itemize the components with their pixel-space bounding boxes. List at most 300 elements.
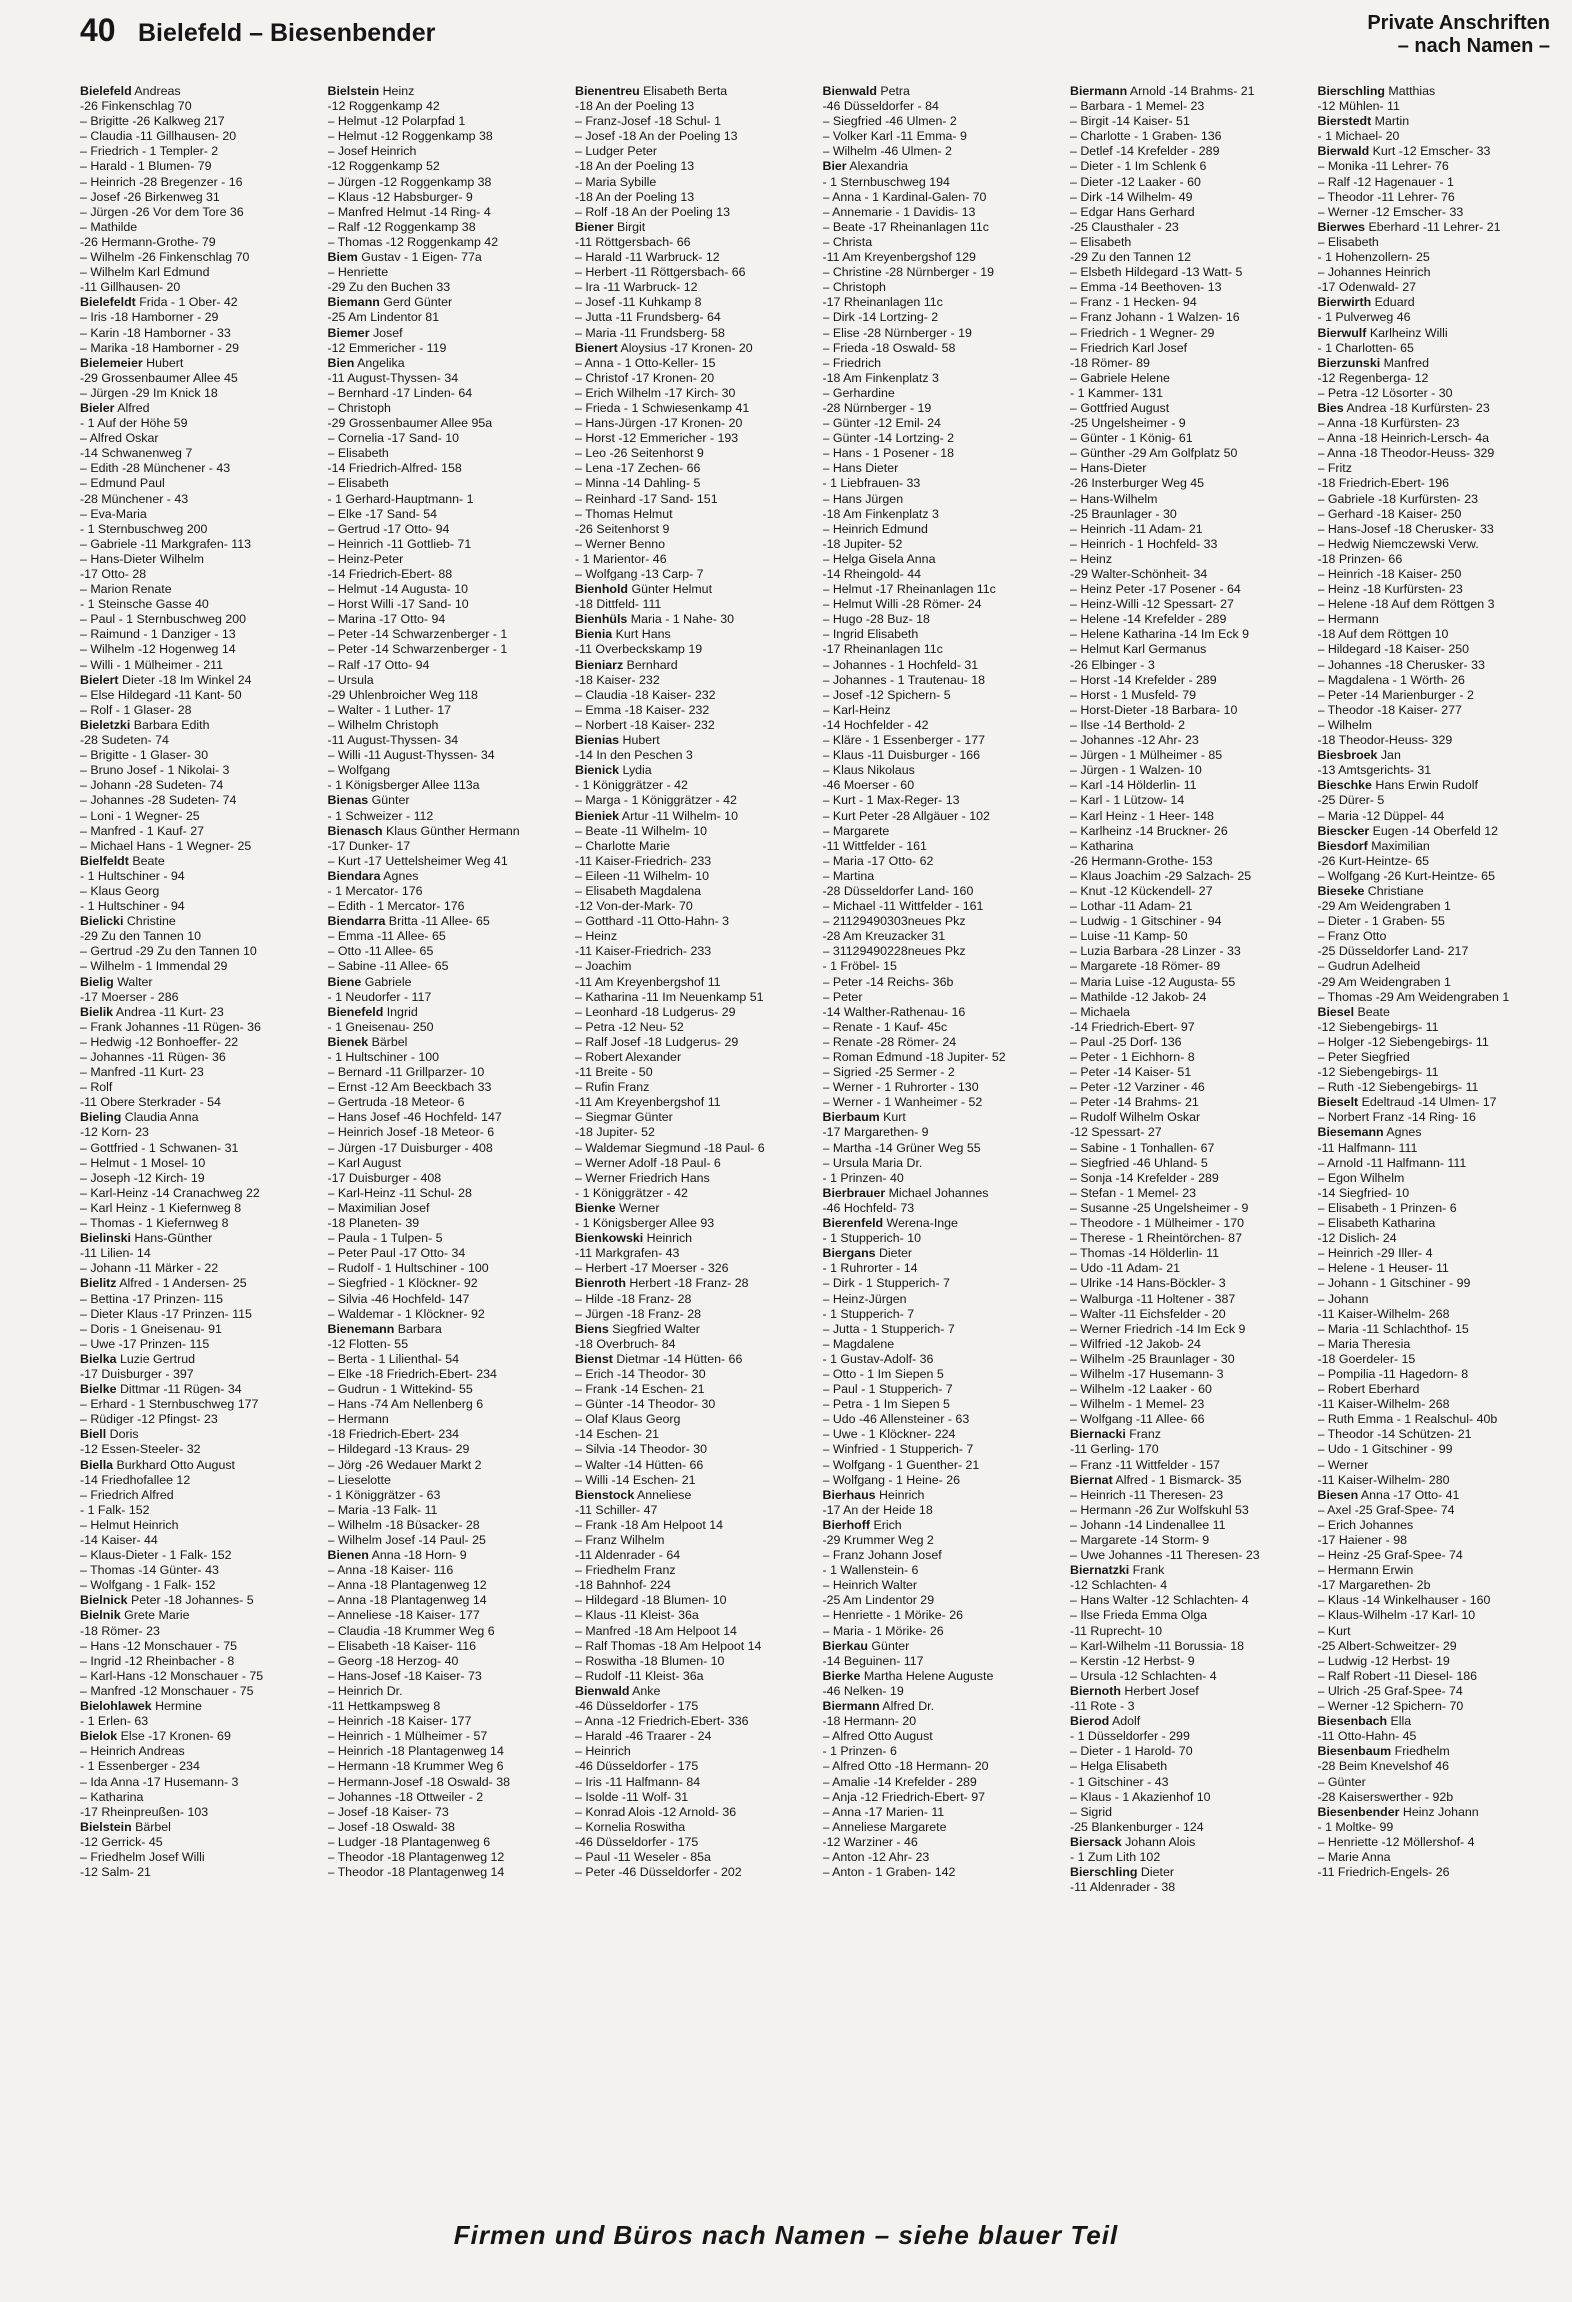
entry-text: – Anton - 1 Graben- 142 <box>822 1865 956 1880</box>
directory-entry <box>80 431 313 446</box>
entry-text: -11 Kaiser-Wilhelm- 268 <box>1317 1306 1450 1321</box>
directory-entry <box>80 1488 313 1503</box>
entry-text: – Herbert -17 Moerser - 326 <box>575 1261 729 1276</box>
directory-entry <box>1318 431 1551 446</box>
directory-entry <box>328 1488 561 1503</box>
entry-text: – Heinz <box>575 929 618 944</box>
directory-entry <box>80 1261 313 1276</box>
directory-entry <box>1318 401 1551 416</box>
entry-text: – Ralf Robert -11 Diesel- 186 <box>1317 1668 1478 1683</box>
directory-entry <box>575 1337 808 1352</box>
directory-entry <box>328 492 561 507</box>
surname: Bierschling <box>1317 84 1385 98</box>
entry-text: Martha Helene Auguste <box>860 1668 994 1683</box>
directory-entry <box>1070 1684 1303 1699</box>
directory-entry <box>575 718 808 733</box>
entry-text: Klaus Günther Hermann <box>382 823 520 838</box>
entry-text: – Katharina -11 Im Neuenkamp 51 <box>575 989 764 1004</box>
entry-text: -17 Margarethen- 9 <box>822 1125 929 1140</box>
entry-text: -14 Rheingold- 44 <box>822 567 922 581</box>
entry-text: -11 Friedrich-Engels- 26 <box>1317 1865 1450 1880</box>
surname: Bierhoff <box>822 1517 870 1532</box>
directory-entry <box>328 658 561 673</box>
directory-entry <box>80 265 313 280</box>
entry-text: Anna -17 Otto- 41 <box>1358 1487 1460 1502</box>
directory-entry <box>328 1593 561 1608</box>
entry-text: – Pompilia -11 Hagedorn- 8 <box>1317 1366 1469 1381</box>
surname: Bierhaus <box>822 1487 876 1502</box>
entry-text: – Ruth Emma - 1 Realschul- 40b <box>1317 1412 1498 1427</box>
directory-entry <box>1318 461 1551 476</box>
directory-entry <box>328 1427 561 1442</box>
entry-text: – Anja -12 Friedrich-Ebert- 97 <box>822 1789 986 1804</box>
entry-text: – Johannes -18 Cherusker- 33 <box>1317 657 1485 672</box>
entry-text: – Theodor -11 Lehrer- 76 <box>1317 189 1455 204</box>
directory-entry <box>1070 884 1303 899</box>
entry-text: – Helene - 1 Heuser- 11 <box>1317 1261 1449 1276</box>
directory-entry <box>80 492 313 507</box>
entry-text: Petra <box>876 84 910 98</box>
surname: Bielstein <box>80 1819 132 1834</box>
entry-text: -17 Haiener - 98 <box>1317 1533 1408 1547</box>
directory-entry <box>1070 1216 1303 1231</box>
entry-text: – Herbert -11 Röttgersbach- 66 <box>575 265 746 280</box>
directory-entry <box>1318 748 1551 763</box>
directory-entry <box>328 1608 561 1623</box>
directory-entry <box>328 1790 561 1805</box>
entry-text: – Lieselotte <box>327 1472 391 1487</box>
entry-text: -46 Düsseldorfer - 175 <box>575 1759 699 1774</box>
surname: Biemann <box>327 295 380 310</box>
entry-text: – Paul -11 Weseler - 85a <box>575 1849 711 1864</box>
entry-text: -18 Prinzen- 66 <box>1317 551 1403 566</box>
directory-entry <box>823 431 1056 446</box>
directory-entry <box>575 1518 808 1533</box>
directory-column <box>823 84 1056 2204</box>
entry-text: – Werner - 1 Ruhrorter - 130 <box>822 1080 979 1095</box>
surname: Bielok <box>80 1729 118 1744</box>
entry-text: - 1 Gneisenau- 250 <box>327 1019 434 1034</box>
entry-text: – Klaus-Dieter - 1 Falk- 152 <box>80 1548 232 1563</box>
directory-entry <box>1318 295 1551 310</box>
entry-text: -14 In den Peschen 3 <box>575 748 693 763</box>
directory-entry <box>1318 1246 1551 1261</box>
directory-entry <box>328 446 561 461</box>
entry-text: – Hans-Dieter Wilhelm <box>80 551 204 566</box>
entry-text: – Edith -28 Münchener - 43 <box>80 461 231 476</box>
entry-text: Edeltraud -14 Ulmen- 17 <box>1358 1095 1497 1110</box>
directory-entry <box>80 522 313 537</box>
entry-text: Frida - 1 Ober- 42 <box>135 295 238 310</box>
directory-entry <box>1318 537 1551 552</box>
entry-text: -12 Schlachten- 4 <box>1070 1578 1168 1593</box>
entry-text: – Ruth -12 Siebengebirgs- 11 <box>1317 1080 1479 1095</box>
directory-entry <box>1318 1171 1551 1186</box>
directory-entry <box>823 1382 1056 1397</box>
surname: Bienwald <box>822 84 877 98</box>
directory-entry <box>823 265 1056 280</box>
directory-entry <box>328 461 561 476</box>
directory-entry <box>328 839 561 854</box>
entry-text: -11 Am Kreyenbergshof 11 <box>575 974 721 989</box>
entry-text: – Friedhelm Franz <box>575 1563 676 1578</box>
entry-text: Heinz Johann <box>1399 1804 1479 1819</box>
directory-entry <box>1318 1035 1551 1050</box>
entry-text: -14 Beguinen- 117 <box>822 1653 924 1668</box>
directory-entry <box>1318 839 1551 854</box>
entry-text: – Franz - 1 Hecken- 94 <box>1070 295 1197 310</box>
directory-entry <box>328 1624 561 1639</box>
surname: Bienefeld <box>327 1004 384 1019</box>
directory-entry <box>1070 869 1303 884</box>
directory-entry <box>823 356 1056 371</box>
directory-entry <box>1318 854 1551 869</box>
directory-entry <box>1318 1292 1551 1307</box>
directory-entry <box>575 175 808 190</box>
entry-text: Aloysius -17 Kronen- 20 <box>617 340 753 355</box>
entry-text: -11 Am Kreyenbergshof 11 <box>575 1095 721 1110</box>
entry-text: -11 Rote - 3 <box>1070 1699 1135 1714</box>
entry-text: – Udo - 1 Gitschiner - 99 <box>1317 1442 1453 1457</box>
directory-entry <box>328 1578 561 1593</box>
surname: Bieniek <box>575 808 620 823</box>
entry-text: – Wilhelm -46 Ulmen- 2 <box>822 144 952 159</box>
directory-entry <box>328 1684 561 1699</box>
entry-text: – Johannes -11 Rügen- 36 <box>80 1050 226 1064</box>
entry-text: -11 Aldenrader - 64 <box>575 1548 681 1563</box>
directory-entry <box>823 869 1056 884</box>
entry-text: – Ralf -17 Otto- 94 <box>327 657 430 672</box>
directory-entry <box>328 703 561 718</box>
directory-entry <box>1318 159 1551 174</box>
entry-text: -12 Salm- 21 <box>80 1865 151 1880</box>
entry-text: – Heinrich Dr. <box>327 1683 403 1698</box>
directory-entry <box>328 175 561 190</box>
directory-entry <box>575 250 808 265</box>
entry-text: – Martha -14 Grüner Weg 55 <box>822 1140 981 1155</box>
entry-text: -17 Otto- 28 <box>80 567 147 581</box>
entry-text: – Günter - 1 König- 61 <box>1070 431 1193 446</box>
entry-text: – Frank -18 Am Helpoot 14 <box>575 1517 724 1532</box>
directory-entry <box>1070 341 1303 356</box>
directory-entry <box>80 386 313 401</box>
directory-entry <box>328 1080 561 1095</box>
entry-text: – Karl-Heinz <box>822 702 891 717</box>
entry-text: -14 Friedrich-Alfred- 158 <box>327 461 462 476</box>
directory-entry <box>823 748 1056 763</box>
directory-entry <box>80 1790 313 1805</box>
entry-text: -12 Korn- 23 <box>80 1125 149 1140</box>
entry-text: -25 Albert-Schweitzer- 29 <box>1317 1638 1457 1653</box>
directory-entry <box>575 326 808 341</box>
directory-entry <box>1070 1110 1303 1125</box>
entry-text: – Ilse Frieda Emma Olga <box>1070 1608 1208 1623</box>
directory-entry <box>80 718 313 733</box>
directory-entry <box>1318 869 1551 884</box>
entry-text: – Karl Heinz - 1 Kiefernweg 8 <box>80 1200 242 1215</box>
directory-entry <box>1070 1699 1303 1714</box>
entry-text: – Sigried -25 Sermer - 2 <box>822 1065 955 1080</box>
directory-entry <box>1070 914 1303 929</box>
entry-text: – Annemarie - 1 Davidis- 13 <box>822 204 976 219</box>
entry-text: – Amalie -14 Krefelder - 289 <box>822 1774 977 1789</box>
entry-text: -12 Siebengebirgs- 11 <box>1317 1019 1439 1034</box>
directory-entry <box>575 507 808 522</box>
directory-entry <box>1318 190 1551 205</box>
entry-text: – Karl-Wilhelm -11 Borussia- 18 <box>1070 1638 1244 1653</box>
directory-entry <box>1318 1729 1551 1744</box>
directory-entry <box>328 627 561 642</box>
entry-text: -11 Otto-Hahn- 45 <box>1317 1729 1417 1744</box>
directory-entry <box>80 1156 313 1171</box>
directory-entry <box>1318 1805 1551 1820</box>
entry-text: -12 Regenberga- 12 <box>1317 370 1429 385</box>
directory-entry <box>1070 1352 1303 1367</box>
directory-entry <box>823 84 1056 99</box>
entry-text: – Hermann-Josef -18 Oswald- 38 <box>327 1774 510 1789</box>
directory-entry <box>823 235 1056 250</box>
directory-entry <box>1318 793 1551 808</box>
directory-entry <box>823 1065 1056 1080</box>
entry-text: – Heinz -25 Graf-Spee- 74 <box>1317 1548 1463 1563</box>
entry-text: – Henriette <box>327 265 389 280</box>
entry-text: Frank <box>1129 1563 1165 1578</box>
entry-text: – Josef -11 Kuhkamp 8 <box>575 295 702 310</box>
entry-text: – Edmund Paul <box>80 476 165 491</box>
directory-entry <box>823 1775 1056 1790</box>
entry-text: - 1 Steinsche Gasse 40 <box>80 597 209 612</box>
directory-entry <box>1318 1352 1551 1367</box>
directory-entry <box>1070 748 1303 763</box>
directory-entry <box>328 1110 561 1125</box>
entry-text: – Willi - 1 Mülheimer - 211 <box>80 657 223 672</box>
entry-text: – Johannes - 1 Trautenau- 18 <box>822 672 986 687</box>
entry-text: Josef <box>369 325 403 340</box>
entry-text: Karlheinz Willi <box>1366 325 1448 340</box>
entry-text: – Franz Otto <box>1317 929 1387 944</box>
directory-entry <box>823 1442 1056 1457</box>
entry-text: – Josef -26 Birkenweg 31 <box>80 189 220 204</box>
directory-entry <box>80 1427 313 1442</box>
directory-entry <box>1070 899 1303 914</box>
entry-text: – Elisabeth - 1 Prinzen- 6 <box>1317 1200 1457 1215</box>
entry-text: -18 An der Poeling 13 <box>575 189 695 204</box>
directory-entry <box>575 1488 808 1503</box>
entry-text: – Karl - 1 Lützow- 14 <box>1070 793 1185 808</box>
directory-entry <box>575 1744 808 1759</box>
page-title: Bielefeld – Biesenbender <box>138 19 436 47</box>
directory-entry <box>575 733 808 748</box>
directory-entry <box>1070 703 1303 718</box>
entry-text: – Helene Katharina -14 Im Eck 9 <box>1070 627 1250 642</box>
directory-entry <box>1070 356 1303 371</box>
entry-text: -18 An der Poeling 13 <box>575 159 695 174</box>
surname: Bier <box>822 159 847 174</box>
surname: Bielohlawek <box>80 1699 152 1714</box>
surname: Bienemann <box>327 1321 395 1336</box>
directory-entry <box>823 975 1056 990</box>
directory-entry <box>823 1110 1056 1125</box>
directory-entry <box>1070 250 1303 265</box>
surname: Bielke <box>80 1382 117 1397</box>
directory-entry <box>1070 1005 1303 1020</box>
directory-entry <box>328 899 561 914</box>
entry-text: – Norbert Franz -14 Ring- 16 <box>1317 1110 1476 1125</box>
entry-text: – 21129490303neues Pkz <box>822 914 966 929</box>
directory-entry <box>1070 507 1303 522</box>
entry-text: – Ernst -12 Am Beeckbach 33 <box>327 1080 492 1095</box>
directory-entry <box>1318 1699 1551 1714</box>
entry-text: Hermine <box>151 1699 202 1714</box>
entry-text: - 1 Erlen- 63 <box>80 1714 149 1729</box>
directory-entry <box>80 929 313 944</box>
directory-entry <box>823 1473 1056 1488</box>
entry-text: – Harald -46 Traarer - 24 <box>575 1729 712 1744</box>
entry-text: Beate <box>1354 1004 1390 1019</box>
directory-entry <box>575 1276 808 1291</box>
surname: Bielert <box>80 672 119 687</box>
entry-text: -18 Dittfeld- 111 <box>575 597 662 612</box>
directory-entry <box>1318 175 1551 190</box>
directory-entry <box>823 929 1056 944</box>
entry-text: – Minna -14 Dahling- 5 <box>575 476 701 491</box>
directory-entry <box>575 1427 808 1442</box>
entry-text: - 1 Michael- 20 <box>1317 129 1400 144</box>
directory-entry <box>823 688 1056 703</box>
directory-entry <box>328 552 561 567</box>
directory-entry <box>823 1292 1056 1307</box>
entry-text: – Heinz-Peter <box>327 551 404 566</box>
directory-entry <box>1318 612 1551 627</box>
directory-entry <box>80 1292 313 1307</box>
entry-text: – Helmut Willi -28 Römer- 24 <box>822 597 982 612</box>
entry-text: – Günter -14 Theodor- 30 <box>575 1397 716 1412</box>
directory-entry <box>328 1352 561 1367</box>
entry-text: Peter -18 Johannes- 5 <box>127 1593 254 1608</box>
entry-text: Günter <box>368 793 410 808</box>
directory-entry <box>823 114 1056 129</box>
entry-text: Friedhelm <box>1391 1744 1450 1759</box>
directory-entry <box>1318 1835 1551 1850</box>
surname: Bielka <box>80 1351 117 1366</box>
entry-text: – Hermann -26 Zur Wolfskuhl 53 <box>1070 1502 1249 1517</box>
surname: Bierschling <box>1070 1865 1138 1880</box>
entry-text: – Isolde -11 Wolf- 31 <box>575 1789 689 1804</box>
entry-text: -11 Markgrafen- 43 <box>575 1246 680 1261</box>
entry-text: – Rufin Franz <box>575 1080 650 1095</box>
entry-text: Hans-Günther <box>130 1231 213 1246</box>
directory-entry <box>328 1744 561 1759</box>
entry-text: – Helga Elisabeth <box>1070 1759 1168 1774</box>
entry-text: Jan <box>1377 748 1401 763</box>
entry-text: – Alfred Otto -18 Hermann- 20 <box>822 1759 989 1774</box>
surname: Bielicki <box>80 914 124 929</box>
directory-entry <box>80 884 313 899</box>
directory-entry <box>575 99 808 114</box>
entry-text: Siegfried Walter <box>608 1321 700 1336</box>
directory-entry <box>575 220 808 235</box>
entry-text: – Emma -18 Kaiser- 232 <box>575 702 710 717</box>
surname: Biesenbaum <box>1317 1744 1392 1759</box>
directory-entry <box>1318 1050 1551 1065</box>
directory-entry <box>1318 492 1551 507</box>
directory-entry <box>328 824 561 839</box>
entry-text: Doris <box>106 1427 139 1442</box>
directory-entry <box>823 1035 1056 1050</box>
entry-text: -29 Grossenbaumer Allee 45 <box>80 370 238 385</box>
directory-entry <box>823 793 1056 808</box>
entry-text: - 1 Falk- 152 <box>80 1502 150 1517</box>
directory-entry <box>1318 1020 1551 1035</box>
directory-entry <box>1070 1231 1303 1246</box>
entry-text: – Harald -11 Warbruck- 12 <box>575 250 720 265</box>
directory-entry <box>1318 1744 1551 1759</box>
directory-entry <box>328 1065 561 1080</box>
entry-text: – Wolfgang - 1 Heine- 26 <box>822 1472 961 1487</box>
entry-text: – Rüdiger -12 Pfingst- 23 <box>80 1412 218 1427</box>
directory-entry <box>823 1533 1056 1548</box>
entry-text: – Katharina <box>80 1789 144 1804</box>
directory-entry <box>80 1805 313 1820</box>
entry-text: Alfred Dr. <box>879 1699 935 1714</box>
directory-entry <box>1318 1125 1551 1140</box>
entry-text: – Ralf -12 Roggenkamp 38 <box>327 219 476 234</box>
entry-text: - 1 Zum Lith 102 <box>1070 1849 1161 1864</box>
surname: Bienek <box>327 1034 369 1049</box>
entry-text: -12 Warziner - 46 <box>822 1834 918 1849</box>
surname: Bierkau <box>822 1638 868 1653</box>
surname: Bielinski <box>80 1231 131 1246</box>
directory-entry <box>1070 1654 1303 1669</box>
directory-entry <box>575 929 808 944</box>
directory-entry <box>80 552 313 567</box>
entry-text: – Karl August <box>327 1155 402 1170</box>
entry-text: – Alfred Oskar <box>80 431 159 446</box>
directory-entry <box>1070 582 1303 597</box>
entry-text: -12 Emmericher - 119 <box>327 340 447 355</box>
entry-text: – Helmut -14 Augusta- 10 <box>327 582 469 597</box>
directory-entry <box>80 461 313 476</box>
directory-entry <box>80 446 313 461</box>
entry-text: -28 Nürnberger - 19 <box>822 400 932 415</box>
entry-text: – Emma -11 Allee- 65 <box>327 929 446 944</box>
directory-entry <box>823 280 1056 295</box>
entry-text: Eduard <box>1371 295 1415 310</box>
entry-text: – Waldemar Siegmund -18 Paul- 6 <box>575 1140 765 1155</box>
directory-entry <box>823 884 1056 899</box>
entry-text: – Wilhelm - 1 Memel- 23 <box>1070 1397 1205 1412</box>
entry-text: – Karin -18 Hamborner - 33 <box>80 325 231 340</box>
directory-entry <box>575 1397 808 1412</box>
entry-text: -28 Düsseldorfer Land- 160 <box>822 883 974 898</box>
directory-entry <box>823 1850 1056 1865</box>
directory-entry <box>80 1337 313 1352</box>
entry-text: – Peter -14 Reichs- 36b <box>822 974 954 989</box>
entry-text: – Karl Heinz - 1 Heer- 148 <box>1070 808 1214 823</box>
entry-text: Dieter -18 Im Winkel 24 <box>118 672 252 687</box>
entry-text: – Horst Willi -17 Sand- 10 <box>327 597 469 612</box>
directory-entry <box>328 1850 561 1865</box>
directory-entry <box>575 446 808 461</box>
surname: Bielnick <box>80 1593 128 1608</box>
entry-text: – Jürgen -17 Duisburger - 408 <box>327 1140 493 1155</box>
entry-text: – Karlheinz -14 Bruckner- 26 <box>1070 823 1228 838</box>
directory-entry <box>575 1412 808 1427</box>
directory-entry <box>823 899 1056 914</box>
entry-text: -11 Kaiser-Wilhelm- 280 <box>1317 1472 1450 1487</box>
entry-text: – Rolf -18 An der Poeling 13 <box>575 204 730 219</box>
entry-text: – Bettina -17 Prinzen- 115 <box>80 1291 224 1306</box>
